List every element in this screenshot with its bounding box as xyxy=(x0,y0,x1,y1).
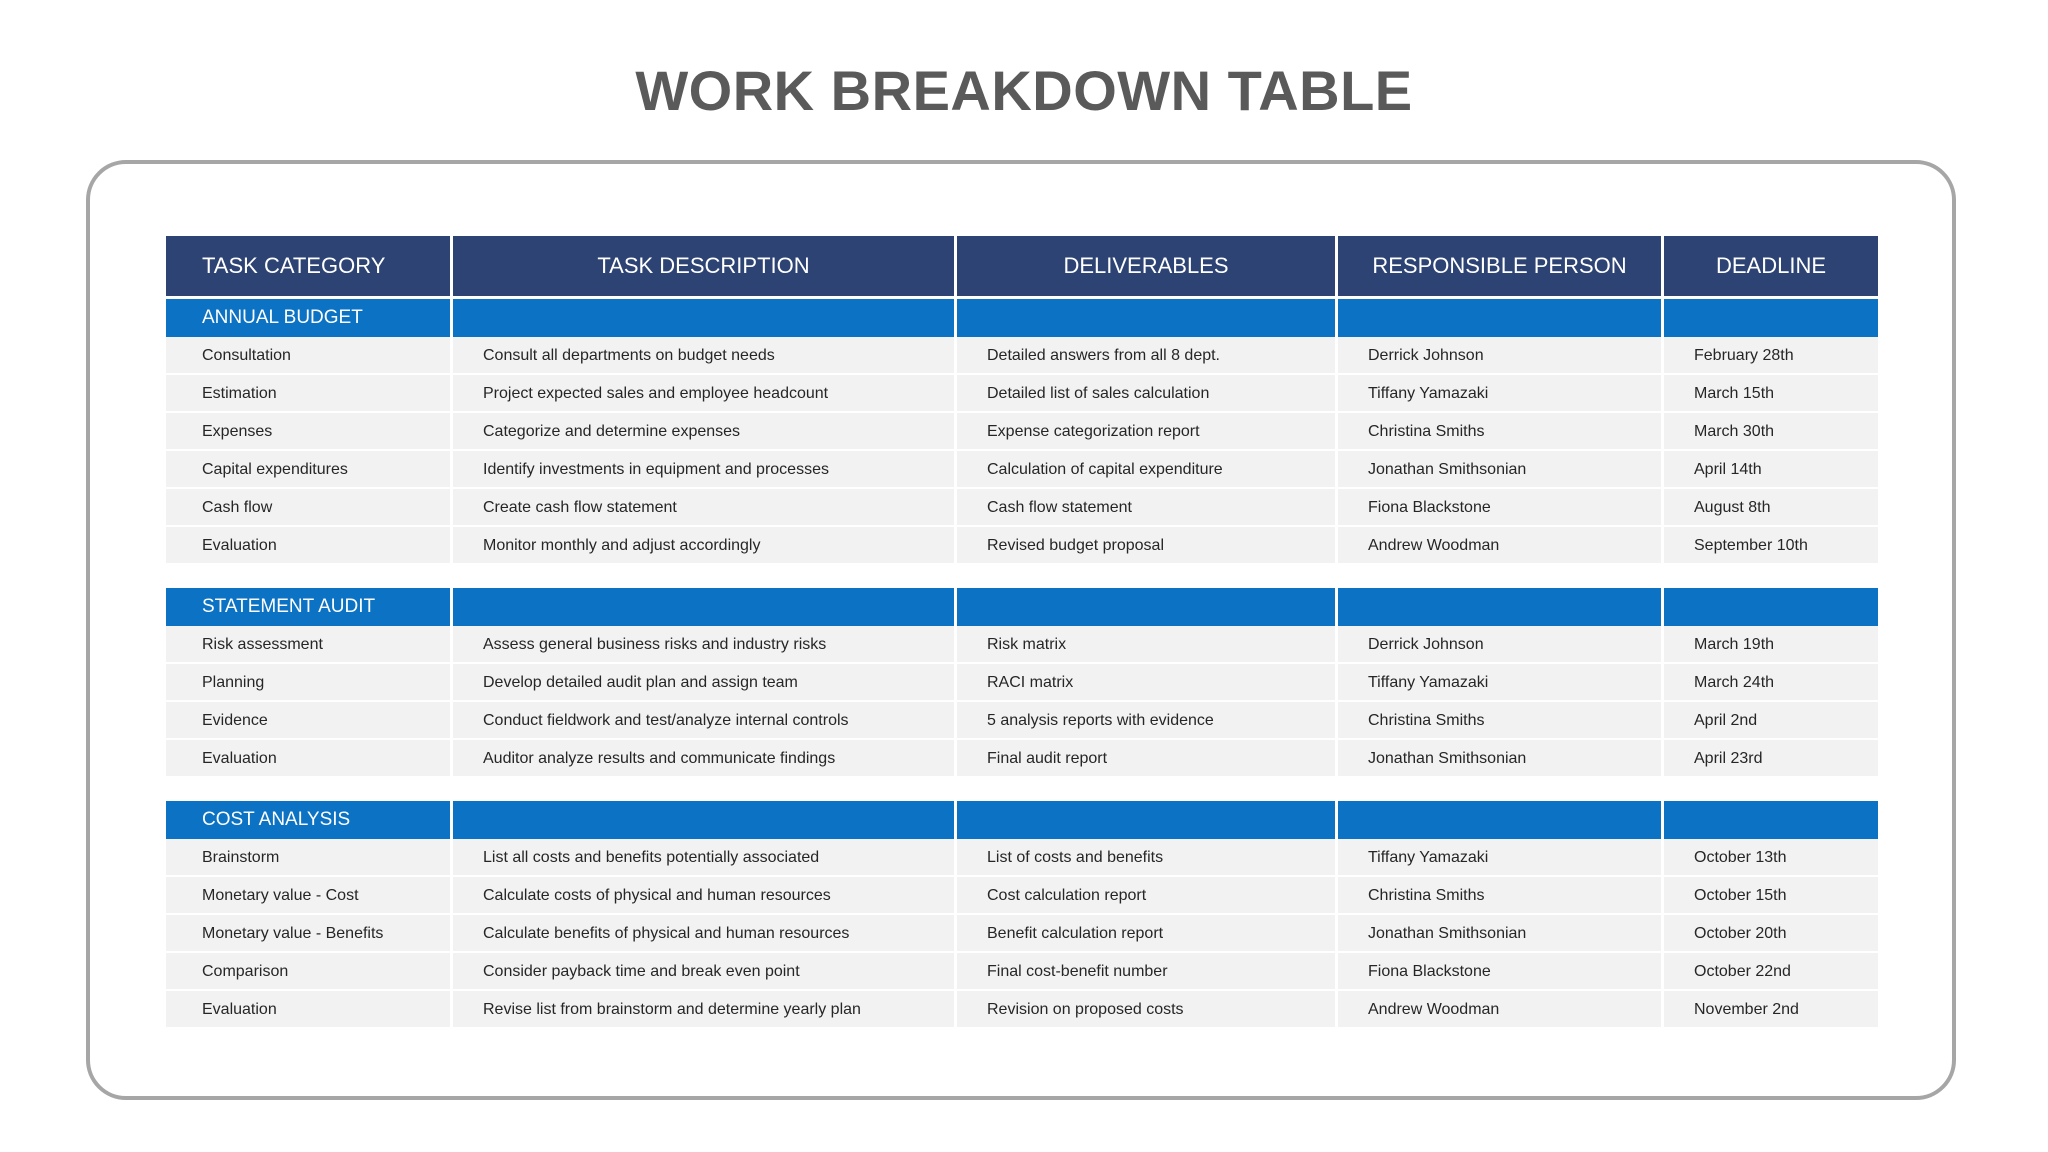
table-row xyxy=(166,337,1878,375)
cell-task-description: Project expected sales and employee headcount xyxy=(453,375,957,413)
table-header-row xyxy=(166,236,1878,296)
cell-deadline: November 2nd xyxy=(1694,1001,1799,1018)
cell-responsible-person: Andrew Woodman xyxy=(1338,991,1664,1029)
cell-deadline: February 28th xyxy=(1694,347,1794,364)
cell-task-category: Cash flow xyxy=(166,489,453,527)
table-row xyxy=(166,489,1878,527)
cell-task-description: Monitor monthly and adjust accordingly xyxy=(453,527,957,565)
cell-deadline: March 24th xyxy=(1694,674,1775,691)
cell-deliverables: Calculation of capital expenditure xyxy=(957,451,1338,489)
cell-task-description: Calculate benefits of physical and human resources xyxy=(453,915,957,953)
cell-deliverables: Cash flow statement xyxy=(957,489,1338,527)
cell-deliverables: Revision on proposed costs xyxy=(957,991,1338,1029)
cell-responsible-person: Fiona Blackstone xyxy=(1338,953,1664,991)
section-spacer xyxy=(166,778,1878,798)
cell-task-description: Categorize and determine expenses xyxy=(453,413,957,451)
cell-deliverables: Revised budget proposal xyxy=(957,527,1338,565)
section-header-cell xyxy=(1338,299,1664,337)
section-header-cell xyxy=(453,299,957,337)
cell-task-description: Conduct fieldwork and test/analyze internal controls xyxy=(453,702,957,740)
cell-task-category: Consultation xyxy=(166,337,453,375)
cell-responsible-person: Fiona Blackstone xyxy=(1338,489,1664,527)
section-title: ANNUAL BUDGET xyxy=(166,299,453,337)
cell-responsible-person: Derrick Johnson xyxy=(1338,626,1664,664)
cell-deadline: March 19th xyxy=(1694,636,1775,653)
cell-task-description: Create cash flow statement xyxy=(453,489,957,527)
table-row xyxy=(166,991,1878,1029)
cell-task-category: Comparison xyxy=(166,953,453,991)
table-row xyxy=(166,877,1878,915)
cell-task-description: Calculate costs of physical and human resources xyxy=(453,877,957,915)
table-row xyxy=(166,375,1878,413)
cell-task-description: Assess general business risks and industry risks xyxy=(453,626,957,664)
cell-task-category: Evaluation xyxy=(166,527,453,565)
cell-task-category: Evidence xyxy=(166,702,453,740)
column-header-deliverables: DELIVERABLES xyxy=(957,236,1338,296)
cell-task-description: Develop detailed audit plan and assign team xyxy=(453,664,957,702)
cell-task-description: Auditor analyze results and communicate findings xyxy=(453,740,957,778)
cell-responsible-person: Jonathan Smithsonian xyxy=(1338,915,1664,953)
cell-task-category: Planning xyxy=(166,664,453,702)
section-header-cell xyxy=(1664,299,1878,337)
cell-deliverables: Detailed answers from all 8 dept. xyxy=(957,337,1338,375)
cell-deliverables: Final cost-benefit number xyxy=(957,953,1338,991)
section-header-cell xyxy=(453,588,957,626)
section-header-cell xyxy=(957,299,1338,337)
table-row xyxy=(166,664,1878,702)
table-row xyxy=(166,702,1878,740)
cell-deadline: October 15th xyxy=(1694,887,1787,904)
table-row xyxy=(166,527,1878,565)
table-row xyxy=(166,839,1878,877)
cell-task-description: List all costs and benefits potentially associated xyxy=(453,839,957,877)
column-header-task-description: TASK DESCRIPTION xyxy=(453,236,957,296)
cell-responsible-person: Derrick Johnson xyxy=(1338,337,1664,375)
cell-task-description: Consult all departments on budget needs xyxy=(453,337,957,375)
cell-deliverables: Expense categorization report xyxy=(957,413,1338,451)
cell-deadline: August 8th xyxy=(1694,499,1771,516)
cell-task-category: Estimation xyxy=(166,375,453,413)
cell-deadline: April 2nd xyxy=(1694,712,1758,729)
section-header-row xyxy=(166,299,1878,337)
cell-deadline: April 14th xyxy=(1694,461,1762,478)
cell-task-category: Capital expenditures xyxy=(166,451,453,489)
cell-task-description: Consider payback time and break even point xyxy=(453,953,957,991)
cell-responsible-person: Jonathan Smithsonian xyxy=(1338,451,1664,489)
section-header-cell xyxy=(957,801,1338,839)
cell-responsible-person: Tiffany Yamazaki xyxy=(1338,375,1664,413)
section-header-cell xyxy=(1338,801,1664,839)
column-header-responsible-person: RESPONSIBLE PERSON xyxy=(1338,236,1664,296)
cell-deliverables: Risk matrix xyxy=(957,626,1338,664)
work-breakdown-table xyxy=(166,236,1878,1029)
cell-task-category: Risk assessment xyxy=(166,626,453,664)
cell-task-category: Expenses xyxy=(166,413,453,451)
cell-task-description: Revise list from brainstorm and determine yearly plan xyxy=(453,991,957,1029)
cell-deadline: October 13th xyxy=(1694,849,1787,866)
section-header-cell xyxy=(1664,588,1878,626)
cell-deliverables: Final audit report xyxy=(957,740,1338,778)
cell-deliverables: RACI matrix xyxy=(957,664,1338,702)
section-header-cell xyxy=(453,801,957,839)
section-title: STATEMENT AUDIT xyxy=(166,588,453,626)
section-spacer xyxy=(166,565,1878,585)
cell-deadline: September 10th xyxy=(1694,537,1808,554)
section-header-cell xyxy=(1338,588,1664,626)
table-row xyxy=(166,451,1878,489)
cell-responsible-person: Christina Smiths xyxy=(1338,413,1664,451)
cell-deliverables: 5 analysis reports with evidence xyxy=(957,702,1338,740)
table-row xyxy=(166,626,1878,664)
cell-deliverables: Detailed list of sales calculation xyxy=(957,375,1338,413)
page-title: WORK BREAKDOWN TABLE xyxy=(635,59,1413,122)
section-header-cell xyxy=(1664,801,1878,839)
cell-deadline: March 15th xyxy=(1694,385,1775,402)
cell-task-category: Monetary value - Benefits xyxy=(166,915,453,953)
cell-task-category: Evaluation xyxy=(166,740,453,778)
cell-deadline: October 22nd xyxy=(1694,963,1791,980)
column-header-deadline: DEADLINE xyxy=(1715,253,1827,278)
section-header-cell xyxy=(957,588,1338,626)
cell-responsible-person: Jonathan Smithsonian xyxy=(1338,740,1664,778)
cell-deadline: April 23rd xyxy=(1694,750,1763,767)
cell-responsible-person: Tiffany Yamazaki xyxy=(1338,839,1664,877)
cell-deliverables: Cost calculation report xyxy=(957,877,1338,915)
section-title: COST ANALYSIS xyxy=(166,801,453,839)
cell-task-description: Identify investments in equipment and processes xyxy=(453,451,957,489)
table-row xyxy=(166,413,1878,451)
cell-task-category: Brainstorm xyxy=(166,839,453,877)
cell-deadline: March 30th xyxy=(1694,423,1775,440)
section-header-row xyxy=(166,588,1878,626)
column-header-task-category: TASK CATEGORY xyxy=(166,236,453,296)
cell-deliverables: Benefit calculation report xyxy=(957,915,1338,953)
table-row xyxy=(166,953,1878,991)
section-header-row xyxy=(166,801,1878,839)
cell-responsible-person: Andrew Woodman xyxy=(1338,527,1664,565)
cell-responsible-person: Christina Smiths xyxy=(1338,877,1664,915)
cell-deadline: October 20th xyxy=(1694,925,1787,942)
cell-responsible-person: Tiffany Yamazaki xyxy=(1338,664,1664,702)
cell-responsible-person: Christina Smiths xyxy=(1338,702,1664,740)
cell-task-category: Evaluation xyxy=(166,991,453,1029)
table-row xyxy=(166,915,1878,953)
cell-deliverables: List of costs and benefits xyxy=(957,839,1338,877)
cell-task-category: Monetary value - Cost xyxy=(166,877,453,915)
table-row xyxy=(166,740,1878,778)
table-body xyxy=(166,299,1878,1029)
